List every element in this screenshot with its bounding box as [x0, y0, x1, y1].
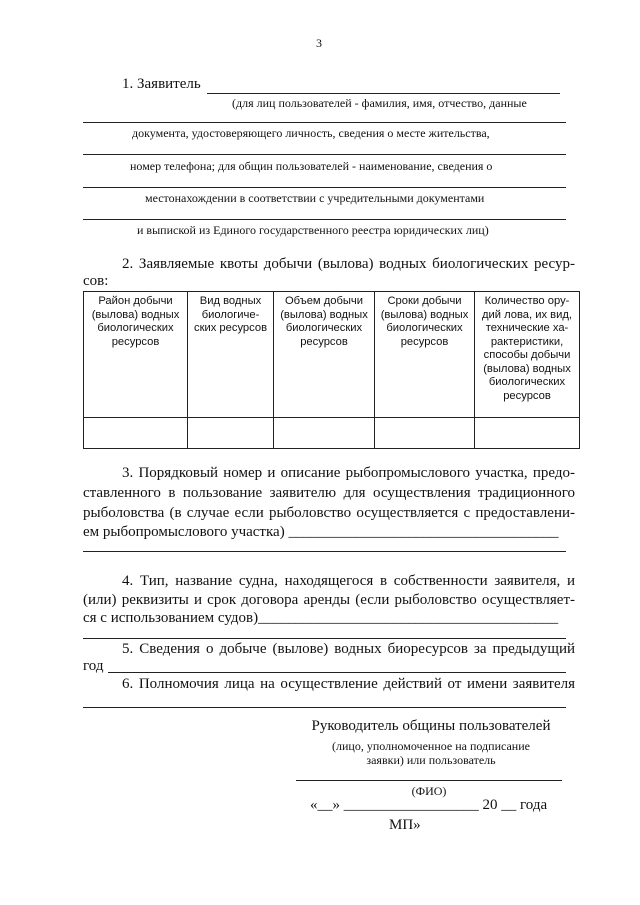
- section2-heading: 2. Заявляемые квоты добычи (вылова) водных биологических ресур-: [122, 256, 575, 272]
- section4-line: ся с использованием судов)________________________________________: [83, 610, 559, 626]
- applicant-field-line[interactable]: [83, 122, 566, 123]
- page-number: 3: [316, 36, 322, 50]
- section5-line: 5. Сведения о добыче (вылове) водных биоресурсов за предыдущий: [122, 641, 575, 657]
- col-header-species: Вид водных биологиче- ских ресурсов: [188, 292, 274, 418]
- quota-table-header-row: [84, 292, 580, 418]
- col-header-period: Сроки добычи (вылова) водных биологических ресурсов: [375, 292, 475, 418]
- applicant-field-line[interactable]: [83, 187, 566, 188]
- section1-label: 1. Заявитель: [122, 76, 201, 92]
- col-header-gear: Количество ору- дий лова, их вид, технические ха- рактеристики, способы добычи (вылова) водных биологических ресурсов: [475, 292, 580, 418]
- section3-line: 3. Порядковый номер и описание рыбопромыслового участка, предо-: [122, 465, 575, 481]
- col-header-volume: Объем добычи (вылова) водных биологических ресурсов: [274, 292, 375, 418]
- table-cell[interactable]: [475, 418, 580, 449]
- section4-line: (или) реквизиты и срок договора аренды (если рыболовство осуществляет-: [83, 592, 575, 608]
- signature-stamp-label: МП»: [389, 817, 421, 833]
- section3-line: ставленного в пользование заявителю для осуществления традиционного: [83, 485, 575, 501]
- signature-title: Руководитель общины пользователей: [311, 718, 551, 734]
- section5-field-line[interactable]: [108, 672, 566, 673]
- signature-field-line[interactable]: [296, 780, 562, 781]
- section3-field-line[interactable]: [83, 551, 566, 552]
- table-cell[interactable]: [375, 418, 475, 449]
- section1-hint: документа, удостоверяющего личность, сведения о месте жительства,: [132, 126, 490, 140]
- section6-field-line[interactable]: [83, 707, 566, 708]
- section4-field-line[interactable]: [83, 638, 566, 639]
- applicant-field-line[interactable]: [207, 93, 560, 94]
- quota-table-row: [84, 418, 580, 449]
- applicant-field-line[interactable]: [83, 219, 566, 220]
- section1-hint: местонахождении в соответствии с учредительными документами: [145, 191, 485, 205]
- table-cell[interactable]: [84, 418, 188, 449]
- section1-hint: и выпиской из Единого государственного реестра юридических лиц): [137, 223, 489, 237]
- section5-line-year: год: [83, 658, 104, 674]
- table-cell[interactable]: [274, 418, 375, 449]
- section1-hint: номер телефона; для общин пользователей - наименование, сведения о: [130, 159, 493, 173]
- quota-table: [83, 291, 580, 449]
- applicant-field-line[interactable]: [83, 154, 566, 155]
- section2-heading-cont: сов:: [83, 273, 109, 289]
- section1-hint: (для лиц пользователей - фамилия, имя, отчество, данные: [232, 96, 527, 110]
- table-cell[interactable]: [188, 418, 274, 449]
- section3-line: рыболовства (в случае если рыболовство осуществляется с предоставлени-: [83, 505, 575, 521]
- section3-line: ем рыбопромыслового участка) ____________________________________: [83, 524, 559, 540]
- signature-date[interactable]: «__» __________________ 20 __ года: [310, 797, 548, 813]
- section4-line: 4. Тип, название судна, находящегося в собственности заявителя, и: [122, 573, 575, 589]
- signature-note: заявки) или пользователь: [366, 753, 496, 767]
- signature-note: (лицо, уполномоченное на подписание: [332, 739, 530, 753]
- section6-line: 6. Полномочия лица на осуществление действий от имени заявителя: [122, 676, 575, 692]
- signature-fio-label: (ФИО): [411, 784, 447, 798]
- col-header-area: Район добычи (вылова) водных биологических ресурсов: [84, 292, 188, 418]
